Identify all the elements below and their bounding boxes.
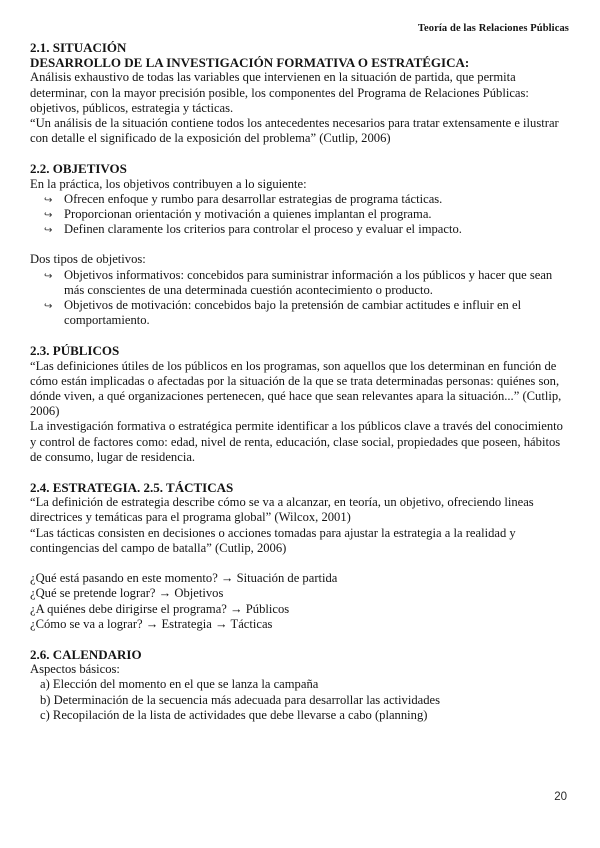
section-2-3-heading: 2.3. PÚBLICOS bbox=[30, 343, 120, 359]
section-2-1-subheading: DESARROLLO DE LA INVESTIGACIÓN FORMATIVA O ESTRATÉGICA: bbox=[30, 55, 470, 71]
section-2-6-heading: 2.6. CALENDARIO bbox=[30, 646, 142, 662]
qa-line: ¿Cómo se va a lograr? → Estrategia → Tácticas bbox=[30, 616, 273, 631]
bullet-text: Objetivos de motivación: concebidos bajo la pretensión de cambiar actitudes e influir en el comportamiento. bbox=[64, 298, 522, 328]
objetivos-intro: En la práctica, los objetivos contribuyen a lo siguiente: bbox=[30, 176, 307, 191]
objetivos-tipos-bullet-list bbox=[30, 268, 569, 329]
estrategia-quote-wilcox: “La definición de estrategia describe cómo se va a alcanzar, en teoría, un objetivo, ofreciendo lineas directrices y temáticas para el programa global” (Wilcox, 2001) bbox=[30, 495, 534, 525]
situacion-quote: “Un análisis de la situación contiene todos los antecedentes necesarios para tratar extensamente e ilustrar con detalle el significado de la exposición del problema” (Cutlip, 2006) bbox=[30, 116, 559, 146]
lettered-item: b) Determinación de la secuencia más adecuada para desarrollar las actividades bbox=[40, 692, 440, 707]
bullet-text: Objetivos informativos: concebidos para suministrar información a los públicos y hacer que sean más conscientes de una determinada cuestión acontecimiento o producto. bbox=[64, 267, 553, 297]
arrow-bullet-icon: ↪ bbox=[44, 270, 53, 282]
arrow-bullet-icon: ↪ bbox=[44, 194, 53, 206]
arrow-bullet-icon: ↪ bbox=[44, 210, 53, 222]
section-2-1-heading: 2.1. SITUACIÓN bbox=[30, 40, 127, 55]
publicos-paragraph: La investigación formativa o estratégica permite identificar a los públicos clave a través del conocimiento y control de factores como: edad, nivel de renta, educación, clase social, propiedades que poseen, hábitos de consumo, lugar de residencia. bbox=[30, 419, 563, 464]
situacion-paragraph: Análisis exhaustivo de todas las variables que intervienen en la situación de partida, que permita determinar, con la mayor precisión posible, los componentes del Programa de Relaciones Públicas: objetivos, públicos, estrategia y tácticas. bbox=[30, 70, 529, 115]
objetivos-tipos-intro: Dos tipos de objetivos: bbox=[30, 252, 146, 267]
qa-line: ¿A quiénes debe dirigirse el programa? → Públicos bbox=[30, 601, 290, 616]
running-header: Teoría de las Relaciones Públicas bbox=[417, 23, 569, 34]
bullet-text: Proporcionan orientación y motivación a quienes implantan el programa. bbox=[64, 207, 432, 222]
bullet-item bbox=[30, 207, 569, 222]
arrow-bullet-icon: ↪ bbox=[44, 301, 53, 313]
calendario-intro: Aspectos básicos: bbox=[30, 662, 120, 677]
bullet-item bbox=[30, 268, 569, 298]
tacticas-quote-cutlip: “Las tácticas consisten en decisiones o acciones tomadas para ajustar la estrategia a la realidad y contingencias del campo de batalla” (Cutlip, 2006) bbox=[30, 525, 516, 555]
objetivos-bullet-list bbox=[30, 192, 569, 238]
qa-line: ¿Qué se pretende lograr? → Objetivos bbox=[30, 586, 224, 601]
bullet-item bbox=[30, 222, 569, 237]
calendario-items bbox=[30, 677, 569, 723]
bullet-text: Definen claramente los criterios para controlar el proceso y evaluar el impacto. bbox=[64, 222, 462, 237]
bullet-text: Ofrecen enfoque y rumbo para desarrollar estrategias de programa tácticas. bbox=[64, 191, 443, 206]
lettered-item: a) Elección del momento en el que se lanza la campaña bbox=[40, 677, 319, 692]
qa-line: ¿Qué está pasando en este momento? → Situación de partida bbox=[30, 571, 338, 586]
section-2-2-heading: 2.2. OBJETIVOS bbox=[30, 161, 127, 177]
preguntas-block bbox=[30, 571, 569, 632]
bullet-item bbox=[30, 298, 569, 328]
arrow-bullet-icon: ↪ bbox=[44, 225, 53, 237]
bullet-item bbox=[30, 192, 569, 207]
publicos-quote: “Las definiciones útiles de los públicos en los programas, son aquellos que los determinan en función de cómo están implicadas o afectadas por la situación de la que se trata determinadas personas: quiénes son, dónde viven, a qué organizaciones pertenecen, qué hace que sean relevantes apara la situación...” (Cutlip, 2006) bbox=[30, 358, 562, 419]
lettered-item: c) Recopilación de la lista de actividades que debe llevarse a cabo (planning) bbox=[40, 707, 428, 722]
page-number: 20 bbox=[554, 791, 567, 803]
section-2-4-heading: 2.4. ESTRATEGIA. 2.5. TÁCTICAS bbox=[30, 480, 234, 496]
